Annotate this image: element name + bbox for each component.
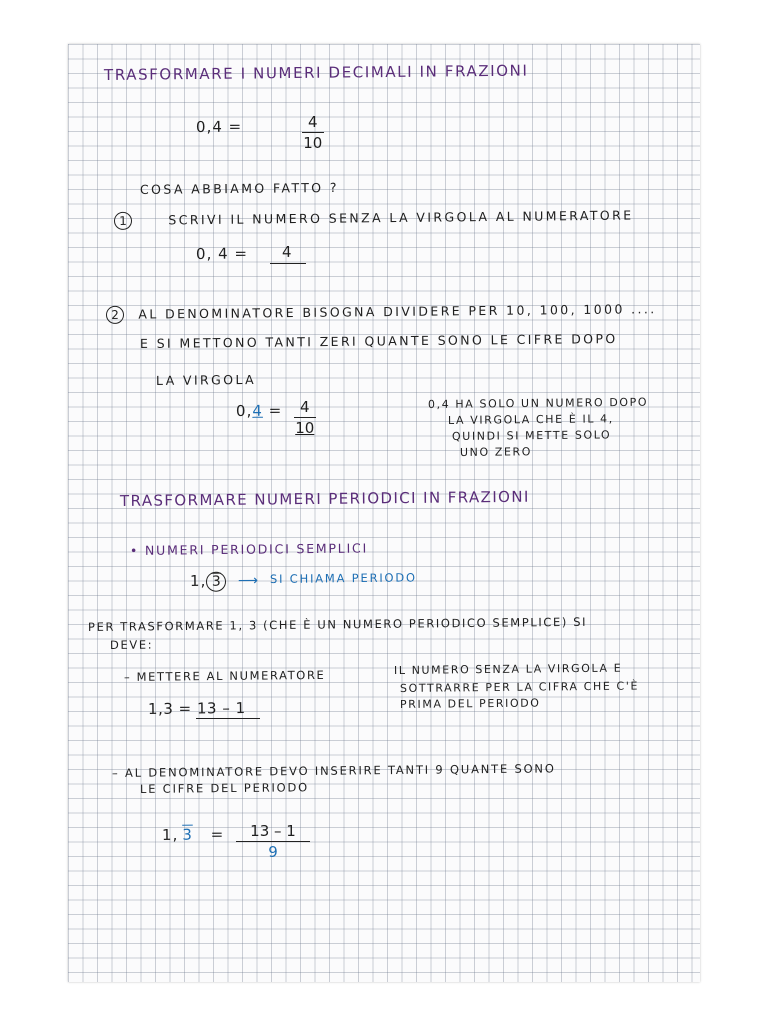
period-arrow-icon: ⟶ [237, 572, 259, 589]
example1-fraction [302, 113, 324, 152]
section1-title: TRASFORMARE I NUMERI DECIMALI IN FRAZIONI [103, 61, 529, 84]
step2-eq-left-b: = [268, 401, 283, 420]
final-numerator: 13 – 1 [250, 822, 296, 840]
rule1-right-line2: SOTTRARRE PER LA CIFRA CHE C'È [399, 679, 640, 695]
step2-text-line2: E SI METTONO TANTI ZERI QUANTE SONO LE CIFRE DOPO [139, 330, 618, 351]
step1-eq-underline [270, 263, 306, 264]
step1-eq-num: 4 [281, 242, 293, 261]
step2-note1: 0,4 HA SOLO UN NUMERO DOPO [427, 395, 649, 411]
step2-note4: UNO ZERO [459, 445, 533, 459]
step2-denominator: 10 [295, 419, 315, 437]
section2-bullet: • NUMERI PERIODICI SEMPLICI [129, 540, 369, 558]
final-eq-sign: = [210, 825, 225, 844]
step1-marker: 1 [114, 212, 132, 230]
rule2-line2: LE CIFRE DEL PERIODO [139, 780, 310, 796]
step2-text-line1: AL DENOMINATORE BISOGNA DIVIDERE PER 10, 100, 1000 .... [138, 301, 657, 322]
step2-note3: QUINDI SI METTE SOLO [451, 428, 612, 443]
rule1-eq-underline [196, 718, 260, 719]
step2-fraction [294, 398, 316, 437]
final-left-period: 3 [182, 825, 193, 844]
section2-title: TRASFORMARE NUMERI PERIODICI IN FRAZIONI [119, 487, 530, 510]
period-example-int: 1, [189, 571, 207, 590]
example1-left: 0,4 = [195, 117, 243, 136]
period-label: SI CHIAMA PERIODO [269, 570, 417, 586]
rule2-line1: – AL DENOMINATORE DEVO INSERIRE TANTI 9 QUANTE SONO [111, 761, 556, 780]
rule1-left: – METTERE AL NUMERATORE [123, 667, 326, 684]
step2-marker: 2 [106, 306, 124, 324]
step1-text: SCRIVI IL NUMERO SENZA LA VIRGOLA AL NUMERATORE [168, 207, 634, 228]
question-text: COSA ABBIAMO FATTO ? [139, 179, 339, 197]
example1-numerator: 4 [308, 113, 318, 131]
step2-note2: LA VIRGOLA CHE È IL 4, [447, 412, 614, 427]
final-fraction [236, 822, 310, 861]
step2-numerator: 4 [300, 398, 310, 416]
intro-line1: PER TRASFORMARE 1, 3 (CHE È UN NUMERO PERIODICO SEMPLICE) SI [87, 614, 588, 634]
rule1-right-line3: PRIMA DEL PERIODO [399, 696, 541, 711]
step1-eq-left: 0, 4 = [195, 244, 249, 263]
period-example-digit: 3 [206, 572, 226, 592]
final-denominator: 9 [236, 841, 310, 861]
step2-eq-left-digit: 4 [252, 401, 263, 420]
example1-denominator: 10 [303, 134, 323, 152]
intro-line2: DEVE: [109, 637, 154, 652]
rule1-right-line1: IL NUMERO SENZA LA VIRGOLA E [393, 661, 623, 677]
step2-eq-left-a: 0, [235, 401, 253, 420]
step2-eq-left [236, 402, 282, 420]
step2-text-line3: LA VIRGOLA [155, 371, 257, 388]
period-example [190, 572, 227, 592]
final-left-int: 1, [161, 825, 179, 844]
rule1-equation: 1,3 = 13 – 1 [147, 698, 246, 718]
final-left [162, 825, 224, 844]
